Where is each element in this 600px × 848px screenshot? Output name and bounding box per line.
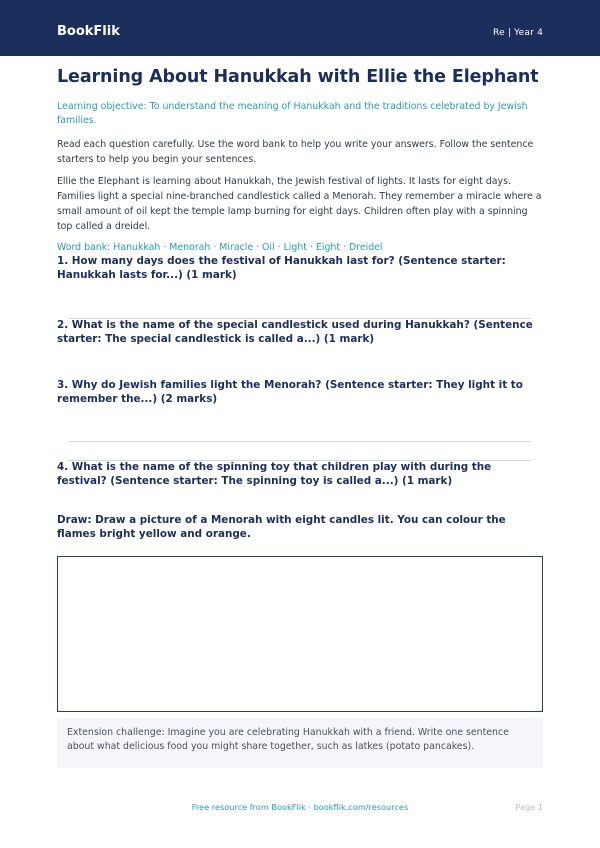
learning-objective: Learning objective: To understand the meaning of Hanukkah and the traditions celebrated by Jewish families. (57, 101, 528, 126)
page-header (0, 0, 600, 56)
drawing-area[interactable] (57, 556, 543, 712)
subject-year-label: Re | Year 4 (493, 28, 543, 38)
instructions-text: Read each question carefully. Use the word bank to help you write your answers. Follow the sentence starters to help you begin your sentences. (57, 139, 534, 165)
footer-resource-link[interactable]: Free resource from BookFlik · bookflik.com/resources (191, 802, 409, 812)
question-3: 3. Why do Jewish families light the Menorah? (Sentence starter: They light it to remember the...) (2 marks) (57, 379, 523, 405)
draw-prompt: Draw: Draw a picture of a Menorah with eight candles lit. You can colour the flames bright yellow and orange. (57, 514, 506, 540)
story-text: Ellie the Elephant is learning about Hanukkah, the Jewish festival of lights. It lasts for eight days. Families light a special nine-branched candlestick called a Menorah. They remember a miracle where a small amount of oil kept the temple lamp burning for eight days. Children often play with a spinning top called a dreidel. (57, 176, 542, 232)
intro-section (57, 66, 543, 254)
page-number: Page 1 (515, 802, 543, 812)
page-title: Learning About Hanukkah with Ellie the Elephant (57, 67, 539, 87)
brand-logo-text: BookFlik (57, 24, 120, 39)
answer-line[interactable] (68, 441, 531, 442)
question-4: 4. What is the name of the spinning toy that children play with during the festival? (Sentence starter: The spinning toy is called a...) (1 mark) (57, 461, 492, 487)
question-1: 1. How many days does the festival of Hanukkah last for? (Sentence starter: Hanukkah lasts for...) (1 mark) (57, 255, 506, 281)
extension-challenge: Extension challenge: Imagine you are celebrating Hanukkah with a friend. Write one sentence about what delicious food you might share together, such as latkes (potato pancakes). (57, 718, 543, 768)
question-2: 2. What is the name of the special candlestick used during Hanukkah? (Sentence starter: The special candlestick is called a...) (1 mark) (57, 319, 533, 345)
word-bank: Word bank: Hanukkah · Menorah · Miracle · Oil · Light · Eight · Dreidel (57, 242, 383, 253)
